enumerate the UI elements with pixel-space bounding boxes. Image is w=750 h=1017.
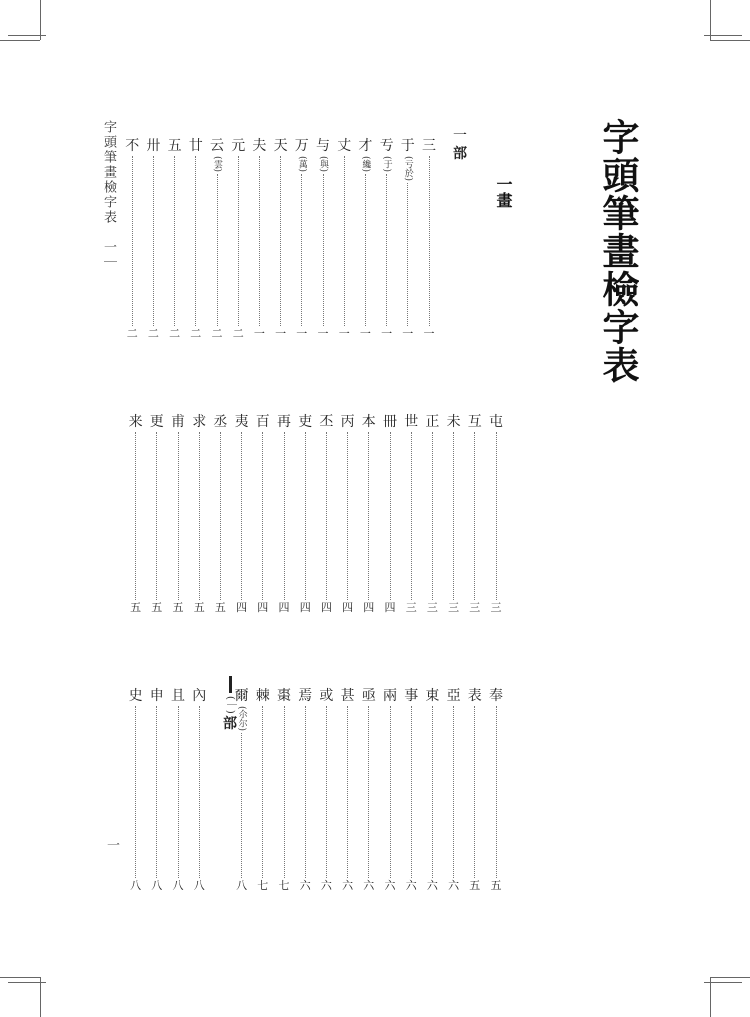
entry-page-number: 三 xyxy=(469,601,481,614)
crop-mark xyxy=(8,35,46,36)
index-entry xyxy=(294,414,316,614)
index-entry xyxy=(273,688,295,892)
entry-page-number: 四 xyxy=(363,601,375,614)
dot-leader xyxy=(347,432,348,600)
running-head: 字頭筆畫檢字表 一｜ xyxy=(101,120,116,270)
index-entry xyxy=(376,138,398,340)
crop-mark xyxy=(704,982,742,983)
entry-page-number: 六 xyxy=(363,879,375,892)
crop-mark xyxy=(8,982,46,983)
entry-variant: (于) xyxy=(381,156,392,173)
index-entry xyxy=(227,138,249,340)
index-entry xyxy=(273,414,295,614)
dot-leader xyxy=(365,174,366,326)
dot-leader xyxy=(280,156,281,326)
dot-leader xyxy=(368,706,369,878)
index-entry xyxy=(379,414,401,614)
index-entry xyxy=(333,138,355,340)
dot-leader xyxy=(241,733,242,878)
dot-leader xyxy=(496,706,497,878)
entry-page-number: 三 xyxy=(490,601,502,614)
entry-char: 夷 xyxy=(234,414,249,430)
entry-char: 棗 xyxy=(277,688,291,704)
radical-bu: 部 xyxy=(453,146,467,162)
index-entry xyxy=(121,138,143,340)
index-entry xyxy=(294,688,316,892)
entry-page-number: 一 xyxy=(275,327,287,340)
dot-leader xyxy=(135,706,136,878)
entry-char: 未 xyxy=(446,414,461,430)
entry-variant: (雲) xyxy=(212,156,222,173)
radical-bu: 部 xyxy=(223,715,237,732)
entry-page-number: 四 xyxy=(278,601,290,614)
index-entry xyxy=(167,688,189,892)
section-heading: 一畫 xyxy=(494,176,513,208)
entry-char: 廿 xyxy=(188,138,203,154)
entry-char: 爾 xyxy=(234,688,249,704)
entry-page-number: 八 xyxy=(172,879,184,892)
entry-page-number: 四 xyxy=(342,601,354,614)
entry-variant: (萬) xyxy=(296,156,307,173)
page-title: 字頭筆畫檢字表 xyxy=(596,118,640,384)
entry-char: 丈 xyxy=(337,138,352,154)
entry-char: 世 xyxy=(404,414,419,430)
entry-char: 云 xyxy=(210,138,224,154)
index-entry xyxy=(421,688,443,892)
entry-page-number: 五 xyxy=(172,601,184,614)
entry-char: 史 xyxy=(128,688,143,704)
entry-page-number: 三 xyxy=(448,601,460,614)
crop-mark xyxy=(0,977,40,978)
entry-char: 元 xyxy=(231,138,246,154)
dot-leader xyxy=(305,706,306,878)
dot-leader xyxy=(323,174,324,326)
dot-leader xyxy=(347,706,348,878)
entry-page-number: 六 xyxy=(405,879,417,892)
index-entry xyxy=(315,688,337,892)
entry-page-number: 六 xyxy=(448,879,460,892)
dot-leader xyxy=(153,156,154,326)
entry-page-number: 三 xyxy=(405,601,417,614)
entry-char: 万 xyxy=(294,138,309,154)
entry-page-number: 六 xyxy=(384,879,396,892)
index-entry xyxy=(164,138,186,340)
entry-char: 三 xyxy=(422,138,436,154)
dot-leader xyxy=(132,156,133,326)
entry-char: 奉 xyxy=(489,688,503,704)
entry-char: 不 xyxy=(125,138,140,154)
entry-page-number: 一 xyxy=(253,327,265,340)
entry-char: 丙 xyxy=(340,414,355,430)
entry-page-number: 五 xyxy=(214,601,226,614)
entry-page-number: 六 xyxy=(426,879,438,892)
dot-leader xyxy=(199,706,200,878)
index-entry xyxy=(185,138,207,340)
entry-page-number: 一 xyxy=(381,327,393,340)
entry-page-number: 一 xyxy=(317,327,329,340)
entry-page-number: 七 xyxy=(257,879,269,892)
index-entry xyxy=(231,688,253,892)
entry-variant: (尒尔) xyxy=(236,706,247,732)
entry-page-number: 一 xyxy=(359,327,371,340)
dot-leader xyxy=(262,432,263,600)
dot-leader xyxy=(262,706,263,878)
index-entry xyxy=(142,138,164,340)
entry-char: 甚 xyxy=(340,688,355,704)
radical-char: 一 xyxy=(453,128,467,144)
dot-leader xyxy=(217,174,218,326)
dot-leader xyxy=(178,432,179,600)
entry-page-number: 一 xyxy=(423,327,435,340)
entry-char: 棘 xyxy=(255,688,270,704)
index-entry xyxy=(188,688,210,892)
entry-char: 更 xyxy=(149,414,164,430)
dot-leader xyxy=(284,432,285,600)
index-entry xyxy=(146,414,168,614)
dot-leader xyxy=(326,432,327,600)
dot-leader xyxy=(178,706,179,878)
dot-leader xyxy=(386,174,387,326)
index-entry xyxy=(125,414,147,614)
entry-page-number: 四 xyxy=(320,601,332,614)
dot-leader xyxy=(156,706,157,878)
entry-page-number: 五 xyxy=(130,601,142,614)
entry-char: 夫 xyxy=(252,138,267,154)
entry-variant: (與) xyxy=(318,156,328,173)
index-entry xyxy=(146,688,168,892)
dot-leader xyxy=(259,156,260,326)
entry-char: 東 xyxy=(425,688,440,704)
index-entry xyxy=(397,138,419,340)
crop-mark xyxy=(704,35,742,36)
entry-page-number: 二 xyxy=(211,327,223,340)
index-entry xyxy=(337,688,359,892)
index-entry xyxy=(206,138,228,340)
entry-char: 五 xyxy=(167,138,182,154)
index-entry xyxy=(337,414,359,614)
crop-mark xyxy=(710,40,750,41)
crop-mark xyxy=(710,0,711,40)
entry-page-number: 四 xyxy=(236,601,248,614)
entry-char: 于 xyxy=(400,138,415,154)
dot-leader xyxy=(195,156,196,326)
entry-char: 与 xyxy=(316,138,330,154)
entry-char: 或 xyxy=(319,688,334,704)
entry-char: 屯 xyxy=(489,414,503,430)
dot-leader xyxy=(390,432,391,600)
dot-leader xyxy=(474,706,475,878)
index-entry xyxy=(443,688,465,892)
index-entry xyxy=(315,414,337,614)
dot-leader xyxy=(474,432,475,600)
entry-char: 亟 xyxy=(361,688,376,704)
entry-char: 且 xyxy=(171,688,185,704)
entry-page-number: 六 xyxy=(299,879,311,892)
entry-page-number: 二 xyxy=(147,327,159,340)
index-entry xyxy=(400,414,422,614)
index-entry xyxy=(421,414,443,614)
entry-page-number: 二 xyxy=(169,327,181,340)
dot-leader xyxy=(411,706,412,878)
entry-char: 兩 xyxy=(383,688,397,704)
entry-char: 亞 xyxy=(446,688,461,704)
dot-leader xyxy=(305,432,306,600)
entry-page-number: 八 xyxy=(151,879,163,892)
entry-page-number: 三 xyxy=(426,601,438,614)
crop-mark xyxy=(40,977,41,1017)
dot-leader xyxy=(301,174,302,326)
entry-char: 丞 xyxy=(213,414,228,430)
index-entry xyxy=(464,688,486,892)
entry-char: 来 xyxy=(128,414,143,430)
dot-leader xyxy=(135,432,136,600)
dot-leader xyxy=(429,156,430,326)
entry-page-number: 八 xyxy=(193,879,205,892)
dot-leader xyxy=(411,432,412,600)
entry-page-number: 五 xyxy=(469,879,481,892)
entry-page-number: 一 xyxy=(338,327,350,340)
index-entry xyxy=(485,688,507,892)
entry-variant: (纔) xyxy=(360,156,371,173)
crop-mark xyxy=(0,40,40,41)
entry-char: 互 xyxy=(467,414,482,430)
entry-page-number: 二 xyxy=(126,327,138,340)
entry-char: 再 xyxy=(277,414,291,430)
dot-leader xyxy=(284,706,285,878)
entry-char: 申 xyxy=(149,688,164,704)
entry-page-number: 七 xyxy=(278,879,290,892)
entry-char: 百 xyxy=(255,414,270,430)
dot-leader xyxy=(453,706,454,878)
entry-page-number: 二 xyxy=(190,327,202,340)
index-entry xyxy=(379,688,401,892)
index-entry xyxy=(358,688,380,892)
entry-char: 甫 xyxy=(171,414,185,430)
entry-char: 本 xyxy=(361,414,376,430)
index-entry xyxy=(188,414,210,614)
index-entry xyxy=(312,138,334,340)
entry-page-number: 八 xyxy=(236,879,248,892)
entry-page-number: 二 xyxy=(232,327,244,340)
dot-leader xyxy=(368,432,369,600)
entry-char: 表 xyxy=(467,688,482,704)
entry-page-number: 一 xyxy=(402,327,414,340)
dot-leader xyxy=(344,156,345,326)
index-entry xyxy=(291,138,313,340)
entry-page-number: 五 xyxy=(193,601,205,614)
entry-char: 焉 xyxy=(298,688,313,704)
index-entry xyxy=(125,688,147,892)
entry-char: 求 xyxy=(192,414,207,430)
index-entry xyxy=(358,414,380,614)
dot-leader xyxy=(156,432,157,600)
index-entry xyxy=(252,688,274,892)
entry-char: 丕 xyxy=(319,414,334,430)
dot-leader xyxy=(432,706,433,878)
entry-page-number: 六 xyxy=(342,879,354,892)
index-entry xyxy=(464,414,486,614)
entry-char: 卅 xyxy=(146,138,161,154)
entry-page-number: 四 xyxy=(299,601,311,614)
dot-leader xyxy=(407,183,408,326)
dot-leader xyxy=(241,432,242,600)
folio: 一 xyxy=(104,838,119,851)
index-entry xyxy=(248,138,270,340)
entry-page-number: 四 xyxy=(257,601,269,614)
entry-page-number: 五 xyxy=(490,879,502,892)
entry-page-number: 一 xyxy=(296,327,308,340)
dot-leader xyxy=(174,156,175,326)
index-entry xyxy=(354,138,376,340)
entry-char: 亐 xyxy=(379,138,394,154)
entry-variant: (亏於) xyxy=(402,156,413,182)
entry-page-number: 八 xyxy=(130,879,142,892)
entry-char: 正 xyxy=(425,414,440,430)
index-entry xyxy=(231,414,253,614)
entry-char: 冊 xyxy=(383,414,397,430)
entry-char: 內 xyxy=(192,688,207,704)
dot-leader xyxy=(238,156,239,326)
index-entry xyxy=(400,688,422,892)
entry-char: 天 xyxy=(273,138,288,154)
entry-page-number: 六 xyxy=(320,879,332,892)
crop-mark xyxy=(710,977,750,978)
entry-char: 事 xyxy=(404,688,419,704)
dot-leader xyxy=(199,432,200,600)
index-entry xyxy=(209,414,231,614)
entry-page-number: 五 xyxy=(151,601,163,614)
entry-char: 吏 xyxy=(298,414,313,430)
dot-leader xyxy=(326,706,327,878)
index-entry xyxy=(270,138,292,340)
entry-page-number: 四 xyxy=(384,601,396,614)
index-entry xyxy=(443,414,465,614)
index-entry xyxy=(252,414,274,614)
dot-leader xyxy=(220,432,221,600)
dot-leader xyxy=(453,432,454,600)
index-entry xyxy=(485,414,507,614)
radical-heading xyxy=(449,128,471,162)
crop-mark xyxy=(40,0,41,40)
dot-leader xyxy=(432,432,433,600)
index-entry xyxy=(418,138,440,340)
entry-char: 才 xyxy=(358,138,373,154)
index-entry xyxy=(167,414,189,614)
dot-leader xyxy=(496,432,497,600)
crop-mark xyxy=(710,977,711,1017)
dot-leader xyxy=(390,706,391,878)
radical-variant: (｜) xyxy=(224,696,236,714)
